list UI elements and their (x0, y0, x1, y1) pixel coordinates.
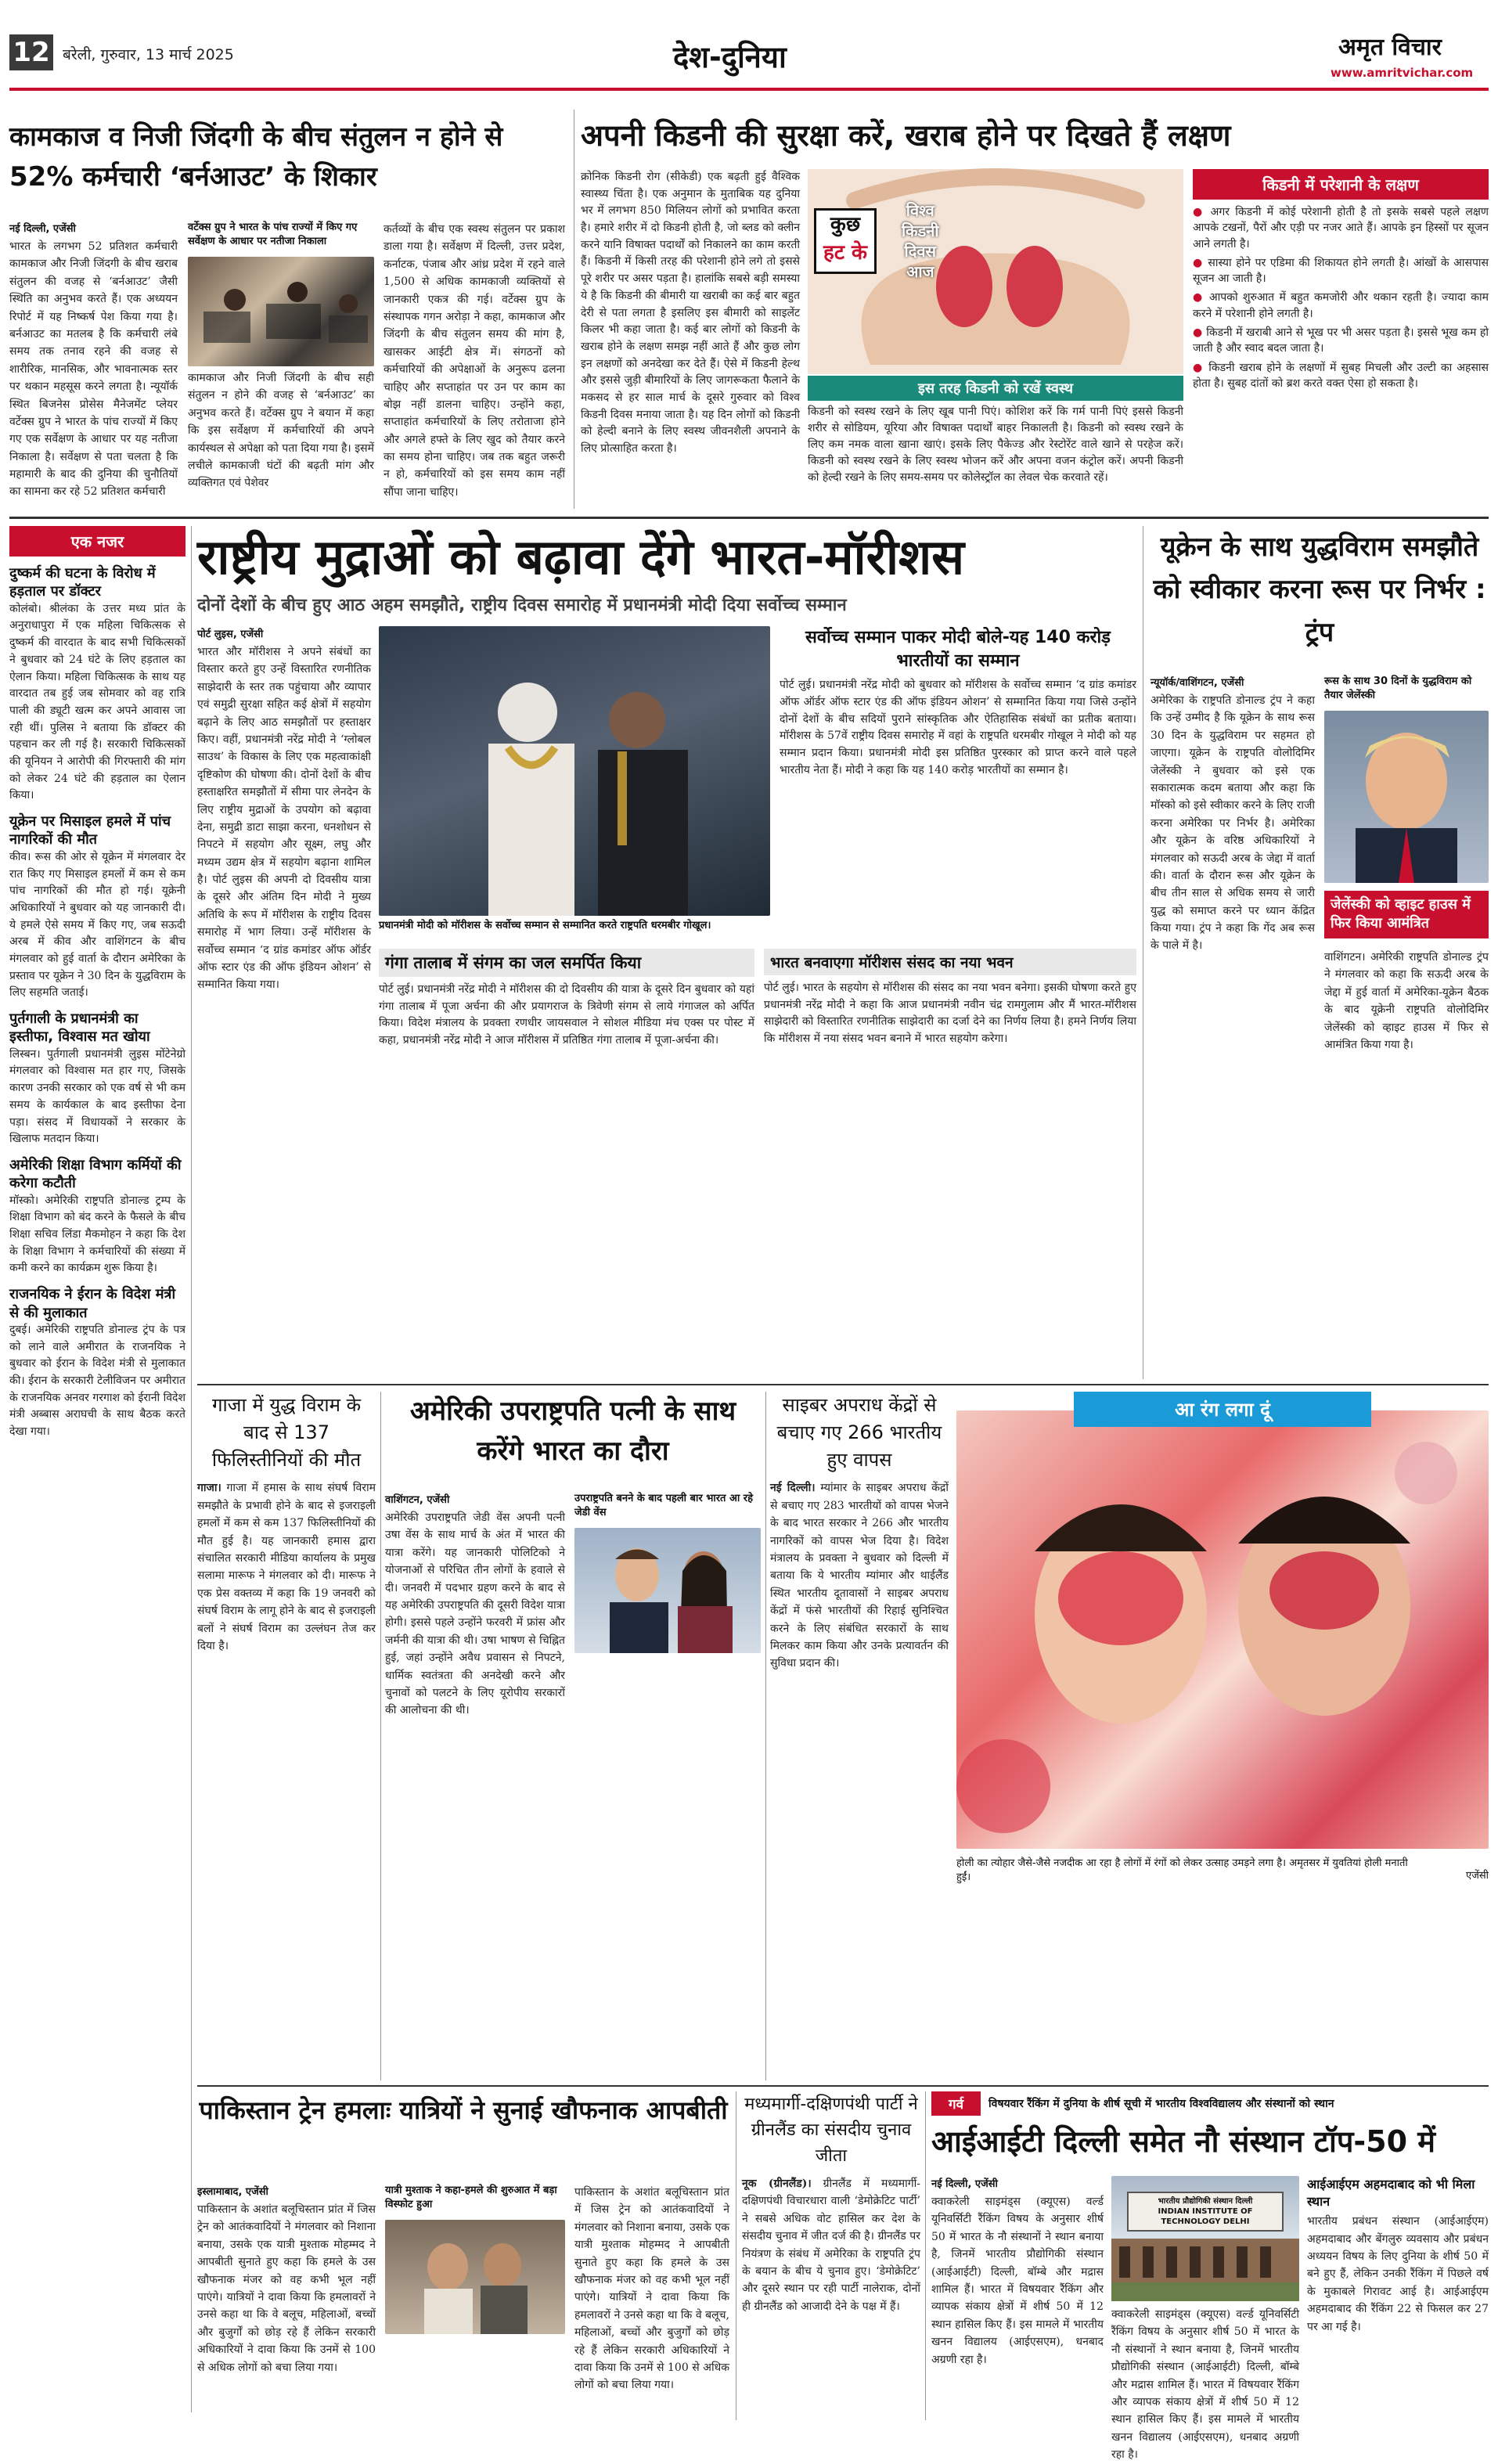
pakistan-photo-cap: यात्री मुश्ताक ने कहा-हमले की शुरुआत में बड़ा विस्फोट हुआ (385, 2185, 557, 2210)
section-rule (197, 2085, 1489, 2087)
divider (925, 2091, 926, 2420)
mauritius-sub: दोनों देशों के बीच हुए आठ अहम समझौते, राष्ट्रीय दिवस समारोह में प्रधानमंत्री मोदी दिया सर्वोच्च सम्मान (197, 595, 847, 615)
mauritius-story (197, 526, 1136, 1379)
day-line2: किडनी (902, 222, 939, 240)
ukraine-story (1151, 526, 1489, 1379)
cyber-text: म्यांमार के साइबर अपराध केंद्रों से बचाए गए 283 भारतीयों को वापस भेजने के बाद भारत सरकार ने 266 और भारतीय नागरिकों को वापस भेज दिया है। विदेश मंत्रालय के प्रवक्ता ने बुधवार को दिल्ली में बताया कि ये भारतीय म्यांमार और थाईलैंड स्थित भारतीय दूतावासों ने साइबर अपराध केंद्रों में फंसे भारतीयों की रिहाई सुनिश्चित करने के लिए संबंधित सरकारों के साथ मिलकर काम किया और उनके प्रत्यावर्तन की सुविधा प्रदान की। (770, 1482, 949, 1670)
pakistan-headline: पाकिस्तान ट्रेन हमलाः यात्रियों ने सुनाई खौफनाक आपबीती (199, 2095, 728, 2125)
section-title: देश-दुनिया (673, 40, 787, 74)
iit-col (931, 2176, 1104, 2419)
mauritius-body: भारत और मॉरीशस ने अपने संबंधों का विस्तार करते हुए उन्हें विस्तारित रणनीतिक साझेदारी के स्तर तक पहुंचाया और व्यापार एवं समुद्री सुरक्षा सहित कई क्षेत्रों में सहयोग बढ़ाने के लिए आठ समझौतों पर हस्ताक्षर किए। वहीं, प्रधानमंत्री नरेंद्र मोदी ने ‘ग्लोबल साउथ’ के विकास के लिए एक महत्वाकांक्षी दृष्टिकोण की घोषणा की। दोनों देशों के बीच हस्ताक्षरित समझौतों में सीमा पार लेनदेन के लिए राष्ट्रीय मुद्राओं के उपयोग को बढ़ावा देना, समुद्री डाटा साझा करना, धनशोधन से निपटने में सहयोग और सूक्ष्म, लघु और मध्यम उद्यम क्षेत्र में सहयोग बढ़ाना शामिल है। पोर्ट लुइस की अपनी दो दिवसीय यात्रा के दूसरे और अंतिम दिन मोदी ने मुख्य अतिथि के रूप में मॉरीशस के राष्ट्रीय दिवस समारोह में भाग लिया। उन्हें मॉरीशस के सर्वोच्च सम्मान ‘द ग्रांड कमांडर ऑफ ऑर्डर ऑफ स्टार एंड की ऑफ इंडियन ओशन’ से सम्मानित किया गया। (197, 646, 371, 992)
burnout-col1 (9, 221, 178, 506)
cyber-dateline: नई दिल्ली। (770, 1482, 816, 1495)
vance-col (385, 1492, 565, 2079)
holi-feature (956, 1392, 1489, 1924)
iim-box (1307, 2176, 1489, 2419)
day-line1: विश्व (906, 201, 934, 220)
vance-dateline: वाशिंगटन, एजेंसी (385, 1494, 450, 1506)
mauritius-headline: राष्ट्रीय मुद्राओं को बढ़ावा देंगे भारत-मॉरीशस (197, 528, 965, 585)
news-brief-title: अमेरिकी शिक्षा विभाग कर्मियों की करेगा कटौती (9, 1156, 182, 1192)
iit-building-sign: भारतीय प्रौद्योगिकी संस्थान दिल्ली INDIAN INSTITUTE OF TECHNOLOGY DELHI (1127, 2192, 1284, 2232)
burnout-photo-caption: कामकाज और निजी जिंदगी के बीच सही संतुलन न होने की वजह से ‘बर्नआउट’ का अनुभव करते हैं। वर्टेक्स ग्रुप ने बयान में कहा कि इस सर्वेक्षण में कर्मचारियों की अपने कार्यस्थल से अपेक्षा को पता दिया गया है। इसमें लचीले कामकाजी घंटों की बढ़ती मांग और व्यक्तिगत एवं पेशेवर (188, 372, 374, 490)
burnout-col3: कर्तव्यों के बीच एक स्वस्थ संतुलन पर प्रकाश डाला गया है। सर्वेक्षण में दिल्ली, उत्तर प्रदेश, कर्नाटक, पंजाब और आंध्र प्रदेश में रहने वाले 1,500 से अधिक कामकाजी व्यक्तियों से जानकारी एकत्र की गई। वर्टेक्स ग्रुप के संस्थापक गगन अरोड़ा ने कहा, कामकाज और जिंदगी के बीच संतुलन समय की मांग है, खासकर आईटी क्षेत्र में। संगठनों को कर्मचारियों की अपेक्षाओं के अनुरूप ढलना चाहिए और सप्ताहांत पर उन पर काम का बोझ नहीं डालना चाहिए। उन्होंने कहा, सप्ताहांत कर्मचारियों के लिए तरोताजा होने और अगले हफ्ते के लिए खुद को तैयार करने का समय होना चाहिए। जब तक बहुत जरूरी न हो, कर्मचारियों को इस समय काम नहीं सौंपा जाना चाहिए। (384, 223, 565, 499)
problem-text: किडनी में खराबी आने से भूख पर भी असर पड़ता है। इससे भूख कम हो जाती है और स्वाद बदल जाता है। (1193, 326, 1489, 355)
award-body: पोर्ट लुई। प्रधानमंत्री नरेंद्र मोदी को बुधवार को मॉरीशस के सर्वोच्च सम्मान ‘द ग्रांड कमांडर ऑफ ऑर्डर ऑफ स्टार एंड की ऑफ इंडियन ओशन’ से सम्मानित किया गया जिसे उन्होंने दोनों देशों के बीच सदियों पुराने सांस्कृतिक और ऐतिहासिक संबंधों का प्रतीक बताया। मॉरीशस के 57वें राष्ट्रीय दिवस समारोह में वहां के राष्ट्रपति धरमबीर गोखूल ने मोदी को यह सम्मान प्रदान किया। प्रधानमंत्री मोदी इस प्रतिष्ठित पुरस्कार को प्राप्त करने वाले पहले भारतीय नेता हैं। मोदी ने कहा कि यह 140 करोड़ भारतीयों का सम्मान है। (780, 679, 1136, 776)
pakistan-body: पाकिस्तान के अशांत बलूचिस्तान प्रांत में जिस ट्रेन को आतंकवादियों ने मंगलवार को निशाना बनाया, उसके एक यात्री मुश्ताक मोहम्मद ने आपबीती सुनाते हुए कहा कि हमले के उस खौफनाक मंजर को वह कभी भूल नहीं पाएंगे। यात्रियों ने दावा किया कि हमलावरों ने उनसे कहा था कि वे बलूच, महिलाओं, बच्चों और बुजुर्गों को छोड़ रहे हैं लेकिन सरकारी अधिकारियों ने दावा किया कि उनमें से 100 से अधिक लोगों को बचा लिया गया। (197, 2203, 376, 2374)
divider (191, 526, 192, 2412)
news-brief-body: लिस्बन। पुर्तगाली प्रधानमंत्री लुइस मोंटेनेग्रो मंगलवार को विश्वास मत हार गए, जिसके कारण उनकी सरकार को एक वर्ष से भी कम समय के कार्यकाल के बाद इस्तीफा देना पड़ा। संसद में विधायकों ने सरकार के खिलाफ मतदान किया। (9, 1047, 185, 1146)
ek-nazar (9, 526, 185, 2412)
award-photo-art (379, 626, 770, 916)
problem-title: किडनी में परेशानी के लक्षण (1193, 169, 1489, 200)
holi-photo-art (956, 1410, 1489, 1849)
care-title: इस तरह किडनी को रखें स्वस्थ (808, 376, 1183, 401)
burnout-body1: भारत के लगभग 52 प्रतिशत कर्मचारी कामकाज और निजी जिंदगी के बीच खराब संतुलन की वजह से ‘बर्नआउट’ जैसी स्थिति का अनुभव करते हैं। एक अध्ययन रिपोर्ट में यह निष्कर्ष पेश किया गया है। बर्नआउट का मतलब है कि कर्मचारी लंबे समय तक तनाव रहने की वजह से शारीरिक, मानसिक, और भावनात्मक स्तर पर थकान महसूस करने लगता है। न्यूयॉर्क स्थित बिजनेस प्रोसेस मैनेजमेंट प्लेयर वर्टेक्स ग्रुप ने भारत के पांच राज्यों में किए गए एक सर्वेक्षण के आधार पर यह नतीजा निकाला है। सर्वेक्षण से पता चलता है कि महामारी के बाद की दुनिया की चुनौतियों का सामना कर रहे 52 प्रतिशत कर्मचारी (9, 240, 178, 499)
mauritius-dateline: पोर्ट लुइस, एजेंसी (197, 629, 264, 640)
office-photo (188, 257, 374, 366)
zelensky-sub: जेलेंस्की को व्हाइट हाउस में फिर किया आमंत्रित (1324, 891, 1489, 938)
iit-building-photo (1111, 2176, 1299, 2301)
news-brief-title: दुष्कर्म की घटना के विरोध में हड़ताल पर डॉक्टर (9, 565, 156, 600)
news-brief-body: कोलंबो। श्रीलंका के उत्तर मध्य प्रांत के अनुराधापुरा में एक महिला चिकित्सक से दुष्कर्म की वारदात के बाद सभी चिकित्सकों ने बुधवार को 24 घंटे के लिए हड़ताल का ऐलान किया। महिला चिकित्सक के साथ यह वारदात तब हुई जब सोमवार को वह रात्रि पाली की ड्यूटी खत्म कर अपने आवास जा रही थीं। पुलिस ने बताया कि डॉक्टर की पहचान कर ली गई है। सरकारी चिकित्सकों की यूनियन ने आरोपी की गिरफ्तारी की मांग को लेकर 24 घंटे की हड़ताल का ऐलान किया। (9, 602, 185, 802)
kidney-headline: अपनी किडनी की सुरक्षा करें, खराब होने पर दिखते हैं लक्षण (581, 118, 1231, 153)
pakistan-photo-art (385, 2220, 565, 2334)
iit-kicker-bar (931, 2091, 1489, 2116)
ganga-body: पोर्ट लुई। प्रधानमंत्री नरेंद्र मोदी ने मॉरीशस की दो दिवसीय की यात्रा के दूसरे दिन बुधवार को यहां गंगा तालाब में पूजा अर्चना की और प्रयागराज के त्रिवेणी संगम से लाये गंगाजल को अर्पित किया। विदेश मंत्रालय के प्रवक्ता रणधीर जायसवाल ने सोशल मीडिया मंच एक्स पर पोस्ट में कहा, प्रधानमंत्री नरेंद्र मोदी ने आज मॉरीशस में प्रतिष्ठित गंगा तालाब में पूजा-अर्चना की। (379, 983, 754, 1047)
ganga-box (379, 949, 754, 1223)
news-brief-title: राजनयिक ने ईरान के विदेश मंत्री से की मुलाकात (9, 1286, 176, 1321)
problem-item (1193, 204, 1489, 252)
cyber-headline: साइबर अपराध केंद्रों से बचाए गए 266 भारतीय हुए वापस (776, 1394, 942, 1471)
trump-photo (1324, 711, 1489, 883)
holi-credit: एजेंसी (1466, 1870, 1489, 1882)
news-brief-title: पुर्तगाली के प्रधानमंत्री का इस्तीफा, विश्वास मत खोया (9, 1010, 150, 1046)
burnout-headline: कामकाज व निजी जिंदगी के बीच संतुलन न होने से 52% कर्मचारी ‘बर्नआउट’ के शिकार (9, 121, 503, 193)
kidney-care-box (808, 376, 1183, 507)
kidney-intro: क्रोनिक किडनी रोग (सीकेडी) एक बढ़ती हुई वैश्विक स्वास्थ्य चिंता है। एक अनुमान के मुताबिक यह दुनिया भर में लगभग 850 मिलियन लोगों को प्रभावित करता है। हमारे शरीर में दो किडनी होती है, जो ब्लड को क्लीन करने यानि विषाक्त पदार्थों को निकालने का काम करती हैं। किडनी में किसी तरह की परेशानी होने लगे तो इससे पूरे शरीर पर असर पड़ता है। हालांकि सबसे बड़ी समस्या ये है कि किडनी की बीमारी या खराबी का कई बार बहुत देरी से पता लगता है इसलिए इस बीमारी को साइलेंट किलर भी कहा जाता है। कई बार लोगों को किडनी के खराब होने के लक्षण समझ नहीं आते हैं और कुछ लोग इन लक्षणों को अनदेखा कर देते हैं। ऐसे में किडनी हेल्थ और इससे जुड़ी बीमारियों के लिए जागरूकता फैलाने के मकसद से हर साल मार्च के दूसरे गुरुवार को विश्व किडनी दिवस मनाया जाता है। यह दिन लोगों को किडनी को हेल्दी बनाने के लिए स्वस्थ जीवनशैली अपनाने के लिए प्रोत्साहित करता है। (581, 171, 800, 455)
gaza-story (197, 1392, 376, 2080)
kuch-hatke-badge (814, 208, 877, 274)
cyber-story (770, 1392, 949, 2080)
iit-tag: गर्व (931, 2091, 981, 2116)
vance-story (385, 1392, 761, 2080)
pakistan-dateline: इस्लामाबाद, एजेंसी (197, 2186, 268, 2198)
bullet: ● (1193, 206, 1211, 218)
iit-body2: क्वाकरेली साइमंड्स (क्यूएस) वर्ल्ड यूनिवर्सिटी रैंकिंग विषय के अनुसार शीर्ष 50 में भारत के नौ संस्थानों ने स्थान बनाया है, जिनमें भारतीय प्रौद्योगिकी संस्थान (आईआईटी) दिल्ली, बॉम्बे और मद्रास शामिल हैं। भारत में विषयवार रैंकिंग और व्यापक संकाय क्षेत्रों में शीर्ष 50 में 12 स्थान हासिल किए हैं। इस मामले में भारतीय खनन विद्यालय (आईएसएम), धनबाद अग्रणी रहा है। (1111, 2308, 1299, 2462)
burnout-dateline: नई दिल्ली, एजेंसी (9, 223, 76, 235)
ukraine-body: अमेरिका के राष्ट्रपति डोनाल्ड ट्रंप ने कहा कि उन्हें उम्मीद है कि यूक्रेन के साथ रूस 30 दिन के युद्धविराम पर सहमत हो जाएगा। यूक्रेन के राष्ट्रपति वोलोदिमिर जेलेंस्की ने बुधवार को इसे एक सकारात्मक कदम बताया और कहा कि मॉस्को को इसे स्वीकार करने के लिए राजी करना अमेरिका पर निर्भर है। अमेरिका और यूक्रेन के वरिष्ठ अधिकारियों ने मंगलवार को सऊदी अरब के जेद्दा में वार्ता की। वार्ता के दौरान रूस और यूक्रेन के बीच तीन साल से अधिक समय से जारी युद्ध को समाप्त करने पर ध्यान केंद्रित किया गया। ट्रंप ने कहा कि गेंद अब रूस के पाले में है। (1151, 694, 1315, 953)
iit-building-art (1111, 2176, 1299, 2301)
masthead (0, 0, 1498, 92)
zelensky-body: वाशिंगटन। अमेरिकी राष्ट्रपति डोनाल्ड ट्रंप ने मंगलवार को कहा कि सऊदी अरब के जेद्दा में हुई वार्ता में अमेरिका-यूक्रेन बैठक के बाद यूक्रेनी राष्ट्रपति वोलोदिमिर जेलेंस्की को व्हाइट हाउस में फिर से आमंत्रित किया गया है। (1324, 951, 1489, 1051)
iit-body: क्वाकरेली साइमंड्स (क्यूएस) वर्ल्ड यूनिवर्सिटी रैंकिंग विषय के अनुसार शीर्ष 50 में भारत के नौ संस्थानों ने स्थान बनाया है, जिनमें भारतीय प्रौद्योगिकी संस्थान (आईआईटी) दिल्ली, बॉम्बे और मद्रास शामिल हैं। भारत में विषयवार रैंकिंग और व्यापक संकाय क्षेत्रों में शीर्ष 50 में 12 स्थान हासिल किए हैं। इस मामले में भारतीय खनन विद्यालय (आईएसएम), धनबाद अग्रणी रहा है। (931, 2196, 1104, 2366)
bullet: ● (1193, 361, 1209, 374)
gaza-text: गाजा में हमास के साथ संघर्ष विराम समझौते के प्रभावी होने के बाद से इजराइली हमलों में कम से कम 137 फिलिस्तीनियों की मौत हुई है। यह जानकारी हमास द्वारा संचालित सरकारी मीडिया कार्यालय के प्रमुख सलामा मारूफ ने मंगलवार को दी। मारूफ ने एक प्रेस वक्तव्य में कहा कि 19 जनवरी को संघर्ष विराम के लागू होने के बाद से इजराइली बलों ने संघर्ष विराम का उल्लंघन तेज कर दिया है। (197, 1482, 376, 1652)
section-rule (197, 1384, 1489, 1385)
ukraine-headline: यूक्रेन के साथ युद्धविराम समझौते को स्वीकार करना रूस पर निर्भर : ट्रंप (1153, 531, 1486, 648)
holi-caption: होली का त्योहार जैसे-जैसे नजदीक आ रहा है लोगों में रंगों को लेकर उत्साह उमड़ने लगा है। अमृतसर में युवतियां होली मनाती हुईं। (956, 1857, 1408, 1884)
greenland-body (742, 2175, 920, 2402)
divider (765, 1392, 766, 2080)
news-brief-title: यूक्रेन पर मिसाइल हमले में पांच नागरिकों की मौत (9, 813, 171, 848)
pakistan-col (197, 2184, 376, 2419)
bullet: ● (1193, 326, 1207, 340)
dateline: बरेली, गुरुवार, 13 मार्च 2025 (63, 46, 234, 63)
iim-body: भारतीय प्रबंधन संस्थान (आईआईएम) अहमदाबाद और बेंगलुरु व्यवसाय और प्रबंधन अध्ययन विषय के लिए दुनिया के शीर्ष 50 में बने हुए हैं, लेकिन उनकी रैंकिंग में पिछले वर्ष के मुकाबले गिरावट आई है। आईआईएम अहमदाबाद की रैंकिंग 22 से फिसल कर 27 पर आ गई है। (1307, 2215, 1489, 2333)
iit-story (931, 2091, 1489, 2462)
kidney-visual (808, 169, 1183, 374)
page-number: 12 (9, 34, 53, 70)
problem-item (1193, 255, 1489, 287)
parliament-body: पोर्ट लुई। भारत के सहयोग से मॉरीशस की संसद का नया भवन बनेगा। इसकी घोषणा करते हुए प्रधानमंत्री नरेंद्र मोदी ने कहा कि आज प्रधानमंत्री नवीन चंद्र रामगुलाम और मैं भारत-मॉरीशस साझेदारी को विस्तारित रणनीतिक साझेदारी का दर्जा देने का निर्णय लिया है। हमने निर्णय लिया कि मॉरीशस में नया संसद भवन बनाने में भारत सहयोग करेगा। (764, 982, 1136, 1046)
masthead-rule (9, 88, 1489, 91)
holi-banner: आ रंग लगा दूं (1074, 1392, 1371, 1427)
kidney-feature (581, 117, 1489, 509)
burnout-sub: वर्टेक्स ग्रुप ने भारत के पांच राज्यों में किए गए सर्वेक्षण के आधार पर नतीजा निकाला (188, 222, 358, 247)
greenland-text: ग्रीनलैंड में मध्यमार्गी-दक्षिणपंथी विचारधारा वाली ‘डेमोक्रेटिट पार्टी’ ने सबसे अधिक वोट हासिल कर देश के संसदीय चुनाव में जीत दर्ज की है। ग्रीनलैंड पर नियंत्रण के संबंध में अमेरिका के राष्ट्रपति ट्रंप के बयान के बीच ये चुनाव हुए। ‘डेमोक्रेटिट’ और दूसरे स्थान पर रही पार्टी नालेराक, दोनों ही ग्रीनलैंड को आजादी देने के पक्ष में हैं। (742, 2178, 920, 2313)
badge-line2: हट के (823, 241, 867, 265)
divider (380, 1392, 381, 2080)
award-box (780, 626, 1136, 939)
problem-text: आपको शुरुआत में बहुत कमजोरी और थकान रहती है। ज्यादा काम करने में परेशानी होने लगती है। (1193, 291, 1489, 320)
paper-url[interactable]: www.amritvichar.com (1331, 66, 1474, 80)
news-brief-body: कीव। रूस की ओर से यूक्रेन में मंगलवार देर रात किए गए मिसाइल हमलों में कम से कम पांच नागरिकों की मौत हो गई। यूक्रेनी अधिकारियों ने बुधवार को यह जानकारी दी। ये हमले ऐसे समय में किए गए, जब सऊदी अरब में कीव और वाशिंगटन के बीच मंगलवार को हुई वार्ता के दौरान अमेरिका के प्रस्ताव पर यूक्रेन ने 30 दिन के युद्धविराम के लिए सहमति जताई। (9, 850, 185, 1000)
news-brief-body: दुबई। अमेरिकी राष्ट्रपति डोनाल्ड ट्रंप के पत्र को लाने वाले अमीरात के राजनयिक ने बुधवार को ईरान के विदेश मंत्री से मुलाकात की। ईरान के सरकारी टेलीविजन पर अमीरात के राजनयिक अनवर गरगाश को ईरानी विदेश मंत्री अब्बास अराघची के साथ बैठक करते देखा गया। (9, 1323, 185, 1439)
iit-kicker: विषयवार रैंकिंग में दुनिया के शीर्ष सूची में भारतीय विश्वविद्यालय और संस्थानों को स्थान (988, 2098, 1334, 2110)
day-line3: दिवस (904, 242, 936, 261)
holi-photo (956, 1410, 1489, 1849)
problem-text: किडनी खराब होने के लक्षणों में सुबह मिचली और उल्टी का अहसास होता है। सुबह दांतों को ब्रश करते वक्त ऐसा हो सकता है। (1193, 361, 1489, 390)
world-kidney-day (902, 200, 939, 282)
kidney-problem-box (1193, 169, 1489, 507)
gaza-headline: गाजा में युद्ध विराम के बाद से 137 फिलिस्तीनियों की मौत (211, 1394, 362, 1471)
ukraine-col (1151, 675, 1315, 1379)
care-text: किडनी को स्वस्थ रखने के लिए खूब पानी पिएं। कोशिश करें कि गर्म पानी पिएं इससे किडनी शरीर से सोडियम, यूरिया और विषाक्त पदार्थों बाहर निकालती है। किडनी को स्वस्थ रखने के लिए कम नमक वाला खाना खाएं। इसके लिए पैकेज्ड और रेस्टोरेंट वाले खाने से परहेज करें। किडनी को स्वस्थ रखने के लिए स्वस्थ भोजन करें और अपना वजन कंट्रोल करें। अपनी किडनी को हेल्दी रखने के लिए समय-समय पर कोलेस्ट्रॉल का लेवल चेक करवाते रहें। (808, 405, 1183, 484)
pakistan-photo (385, 2220, 565, 2334)
pakistan-body2: पाकिस्तान के अशांत बलूचिस्तान प्रांत में जिस ट्रेन को आतंकवादियों ने मंगलवार को निशाना बनाया, उसके एक यात्री मुश्ताक मोहम्मद ने आपबीती सुनाते हुए कहा कि हमले के उस खौफनाक मंजर को वह कभी भूल नहीं पाएंगे। यात्रियों ने दावा किया कि हमलावरों ने उनसे कहा था कि वे बलूच, महिलाओं, बच्चों और बुजुर्गों को छोड़ रहे हैं लेकिन सरकारी अधिकारियों ने दावा किया कि उनमें से 100 से अधिक लोगों को बचा लिया गया। (574, 2186, 729, 2392)
vance-body: अमेरिकी उपराष्ट्रपति जेडी वेंस अपनी पत्नी उषा वेंस के साथ मार्च के अंत में भारत की यात्रा करेंगे। यह जानकारी पोलिटिको ने योजनाओं से परिचित तीन लोगों के हवाले से दी। जनवरी में पदभार ग्रहण करने के बाद से यह अमेरिकी उपराष्ट्रपति की दूसरी विदेश यात्रा होगी। इससे पहले उन्होंने फरवरी में फ्रांस और जर्मनी की यात्रा की थी। उषा भाषण से चिह्नित हुई, जहां उन्होंने अवैध प्रवासन से निपटने, धार्मिक स्वतंत्रता की अनदेखी करने और चुनावों को पलटने के लिए यूरोपीय सरकारों की आलोचना की थी। (385, 1511, 565, 1717)
greenland-story (742, 2091, 920, 2420)
vance-photo (574, 1528, 761, 1653)
office-photo-art (188, 257, 374, 366)
award-title: सर्वोच्च सम्मान पाकर मोदी बोले-यह 140 करोड़ भारतीयों का सम्मान (805, 628, 1111, 671)
badge-line1: कुछ (830, 213, 861, 236)
greenland-dateline: नूक (ग्रीनलैंड)। (742, 2178, 812, 2190)
parliament-title: भारत बनवाएगा मॉरीशस संसद का नया भवन (764, 949, 1136, 975)
parliament-box (764, 949, 1136, 1223)
problem-text: अगर किडनी में कोई परेशानी होती है तो इसके सबसे पहले लक्षण आपके टखनों, पैरों और एड़ी पर नजर आते हैं। आपके इन हिस्सों पर सूजन आने लगती है। (1193, 206, 1489, 250)
gaza-dateline: गाजा। (197, 1482, 221, 1495)
pakistan-story (197, 2091, 729, 2420)
trump-photo-cap: रूस के साथ 30 दिनों के युद्धविराम को तैयार जेलेंस्की (1324, 675, 1472, 701)
cyber-body (770, 1479, 949, 2043)
mauritius-col (197, 626, 371, 1378)
problem-item (1193, 290, 1489, 322)
bullet: ● (1193, 291, 1209, 304)
modi-award-photo (379, 626, 770, 916)
iit-headline: आईआईटी दिल्ली समेत नौ संस्थान टॉप-50 में (931, 2124, 1436, 2159)
ukraine-dateline: न्यूयॉर्क/वाशिंगटन, एजेंसी (1151, 677, 1244, 689)
problem-item (1193, 360, 1489, 392)
problem-list (1193, 204, 1489, 391)
award-photo-caption: प्रधानमंत्री मोदी को मॉरीशस के सर्वोच्च सम्मान से सम्मानित करते राष्ट्रपति धरमबीर गोखूल। (379, 920, 711, 931)
paper-logo: अमृत विचार (1338, 34, 1442, 61)
vance-photo-art (574, 1528, 761, 1653)
problem-item (1193, 325, 1489, 357)
iit-dateline: नई दिल्ली, एजेंसी (931, 2178, 998, 2190)
gaza-body (197, 1479, 376, 2043)
section-rule (9, 517, 1489, 519)
greenland-headline: मध्यमार्गी-दक्षिणपंथी पार्टी ने ग्रीनलैंड का संसदीय चुनाव जीता (744, 2095, 918, 2166)
vance-photo-cap: उपराष्ट्रपति बनने के बाद पहली बार भारत आ रहे जेडी वेंस (574, 1493, 753, 1518)
day-line4: आज (906, 262, 934, 281)
ek-nazar-label: एक नजर (9, 526, 185, 557)
news-brief-body: मॉस्को। अमेरिकी राष्ट्रपति डोनाल्ड ट्रम्प के शिक्षा विभाग को बंद करने के फैसले के बीच शिक्षा सचिव लिंडा मैकमोहन ने कहा कि देश के शिक्षा विभाग ने कर्मचारियों की संख्या में कमी करने का कार्यक्रम शुरू किया है। (9, 1194, 185, 1275)
iim-title: आईआईएम अहमदाबाद को भी मिला स्थान (1307, 2177, 1475, 2209)
ganga-title: गंगा तालाब में संगम का जल समर्पित किया (379, 949, 754, 977)
vance-headline: अमेरिकी उपराष्ट्रपति पत्नी के साथ करेंगे भारत का दौरा (409, 1396, 736, 1467)
problem-text: सास्या होने पर एडिमा की शिकायत होने लगती है। आंखों के आसपास सूजन आ जाती है। (1193, 256, 1489, 286)
burnout-story (9, 117, 565, 509)
trump-photo-art (1324, 711, 1489, 883)
bullet: ● (1193, 256, 1208, 269)
